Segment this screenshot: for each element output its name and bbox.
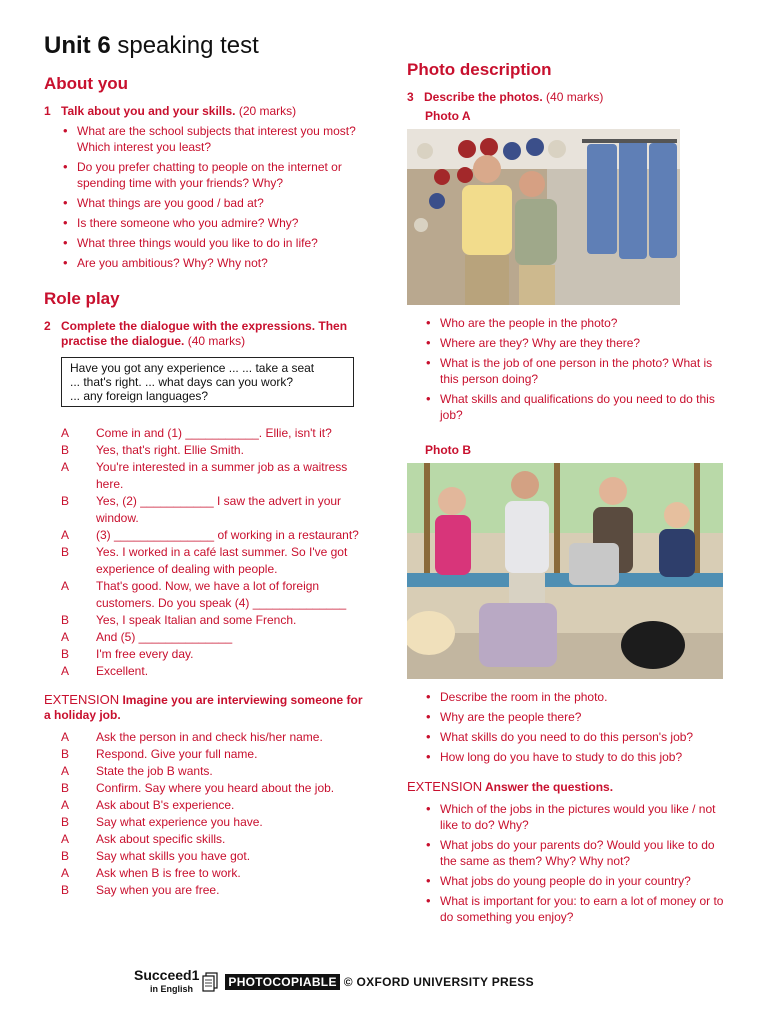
line-text: Say what experience you have. [96,815,263,829]
list-item: • Who are the people in the photo? [424,315,727,331]
dialogue-line [61,763,364,780]
photo-b-label: Photo B [425,443,471,457]
speaker-label: B [61,781,70,795]
dialogue-line [61,780,364,797]
task-text: Complete the dialogue with the expressions. Then practise the dialogue. (40 marks) [61,319,348,348]
task-text: Talk about you and your skills. (20 marks) [61,104,297,118]
dialogue-line [61,746,364,763]
line-text: Yes. I worked in a café last summer. So I've got experience of dealing with people. [96,545,348,576]
dialogue-line [61,646,364,663]
dialogue-line [61,578,364,612]
speaker-label: B [61,613,70,627]
task-1 [44,104,364,119]
line-text: I'm free every day. [96,647,194,661]
copy-pages-icon [201,972,219,992]
dialogue-line [61,527,364,544]
speaker-label: A [61,528,70,542]
list-item: • How long do you have to study to do this job? [424,749,727,765]
speaker-label: A [61,764,70,778]
list-item: • Which of the jobs in the pictures would you like / not like to do? Why? [424,801,727,833]
task-number: 2 [44,319,51,333]
dialogue-line [61,442,364,459]
right-column [407,60,727,939]
dialogue-line [61,814,364,831]
extension-left: EXTENSION Imagine you are interviewing someone for a holiday job. [44,692,363,722]
line-text: Confirm. Say where you heard about the job. [96,781,335,795]
dialogue-line [61,848,364,865]
speaker-label: B [61,849,70,863]
speaker-label: B [61,647,70,661]
line-text: Excellent. [96,664,149,678]
extension-questions [407,801,727,925]
photo-b-questions [407,689,727,765]
dialogue-line [61,493,364,527]
task-3 [407,90,727,105]
list-item: • Do you prefer chatting to people on the internet or spending time with your friends? Why? [61,159,364,191]
line-text: Ask about B's experience. [96,798,235,812]
photo-a-image [407,129,680,305]
about-heading: About you [44,74,129,93]
list-item: • What skills do you need to do this person's job? [424,729,727,745]
extension-dialogue [61,729,364,899]
line-text: And (5) ______________ [96,630,233,644]
dialogue-line [61,831,364,848]
line-text: State the job B wants. [96,764,213,778]
task-text: Describe the photos. (40 marks) [424,90,604,104]
photocopiable-badge: PHOTOCOPIABLE [225,974,339,990]
dialogue-line [61,459,364,493]
speaker-label: A [61,664,70,678]
roleplay-heading: Role play [44,289,120,308]
box-line: Have you got any experience ... ... take a seat [70,361,315,375]
dialogue-line [61,612,364,629]
speaker-label: B [61,883,70,897]
list-item: • What is the job of one person in the photo? What is this person doing? [424,355,727,387]
speaker-label: A [61,579,70,593]
extension-right: EXTENSION Answer the questions. [407,779,614,794]
speaker-label: A [61,832,70,846]
about-questions [44,123,364,271]
photo-a-label: Photo A [425,109,471,123]
line-text: Ask when B is free to work. [96,866,241,880]
brand-logo: Succeed1 in English [134,967,200,994]
speaker-label: B [61,747,70,761]
dialogue-line [61,425,364,442]
title-rest: speaking test [117,32,259,59]
speaker-label: A [61,798,70,812]
line-text: (3) _______________ of working in a restaurant? [96,528,359,542]
line-text: Ask the person in and check his/her name. [96,730,323,744]
list-item: • Where are they? Why are they there? [424,335,727,351]
task-2 [44,319,364,349]
page-title [44,32,364,60]
speaker-label: B [61,443,70,457]
list-item: • What jobs do your parents do? Would you like to do the same as them? Why? Why not? [424,837,727,869]
line-text: Respond. Give your full name. [96,747,258,761]
box-line: ... that's right. ... what days can you work? [70,375,294,389]
list-item: • What things are you good / bad at? [61,195,364,211]
speaker-label: A [61,730,70,744]
dialogue [61,425,364,680]
list-item: • What are the school subjects that interest you most? Which interest you least? [61,123,364,155]
dialogue-line [61,797,364,814]
dialogue-line [61,729,364,746]
line-text: Say what skills you have got. [96,849,251,863]
unit-label: Unit 6 [44,32,111,59]
list-item: • What jobs do young people do in your country? [424,873,727,889]
expressions-box [61,357,354,407]
dialogue-line [61,865,364,882]
speaker-label: B [61,815,70,829]
line-text: Say when you are free. [96,883,220,897]
list-item: • Is there someone who you admire? Why? [61,215,364,231]
list-item: • Are you ambitious? Why? Why not? [61,255,364,271]
box-line: ... any foreign languages? [70,389,209,403]
task-number: 1 [44,104,51,118]
speaker-label: A [61,426,70,440]
line-text: Ask about specific skills. [96,832,226,846]
copyright: © OXFORD UNIVERSITY PRESS [343,975,534,989]
task-number: 3 [407,90,414,104]
photo-heading: Photo description [407,60,552,79]
speaker-label: B [61,494,70,508]
speaker-label: A [61,460,70,474]
photo-b-image [407,463,723,679]
speaker-label: B [61,545,70,559]
speaker-label: A [61,866,70,880]
dialogue-line [61,629,364,646]
list-item: • What is important for you: to earn a lot of money or to do something you enjoy? [424,893,727,925]
dialogue-line [61,663,364,680]
dialogue-line [61,882,364,899]
speaker-label: A [61,630,70,644]
dialogue-line [61,544,364,578]
list-item: • Describe the room in the photo. [424,689,727,705]
left-column [44,32,364,911]
line-text: Yes, (2) ___________ I saw the advert in your window. [96,494,342,525]
line-text: Come in and (1) ___________. Ellie, isn't it? [96,426,332,440]
line-text: That's good. Now, we have a lot of foreign customers. Do you speak (4) ______________ [96,579,347,610]
footer [134,968,534,996]
line-text: Yes, I speak Italian and some French. [96,613,297,627]
photo-a-questions [407,315,727,423]
list-item: • Why are the people there? [424,709,727,725]
list-item: • What skills and qualifications do you need to do this job? [424,391,727,423]
line-text: You're interested in a summer job as a waitress here. [96,460,348,491]
list-item: • What three things would you like to do in life? [61,235,364,251]
line-text: Yes, that's right. Ellie Smith. [96,443,244,457]
